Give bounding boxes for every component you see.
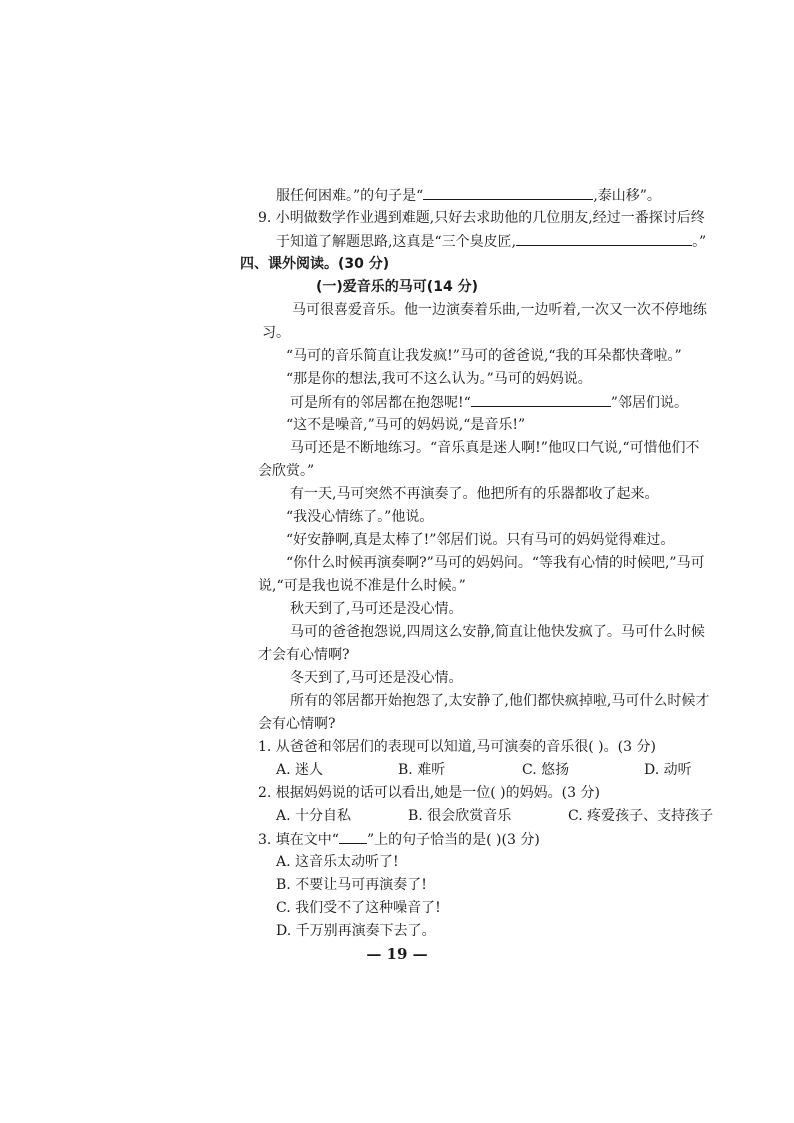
q1-options bbox=[276, 760, 746, 780]
q3-quote-blank bbox=[339, 829, 367, 844]
q9-text-b: 。” bbox=[692, 234, 707, 250]
q3-option-a[interactable]: A. 这音乐太动听了! bbox=[276, 854, 399, 870]
passage-line: 冬天到了,马可还是没心情。 bbox=[290, 670, 463, 686]
q1-stem: 1. 从爸爸和邻居们的表现可以知道,马可演奏的音乐很( )。(3 分) bbox=[258, 739, 656, 755]
q2-options bbox=[276, 806, 746, 826]
passage-line: “好安静啊,真是太棒了!”邻居们说。只有马可的妈妈觉得难过。 bbox=[286, 532, 675, 548]
q1-option-b[interactable]: B. 难听 bbox=[398, 762, 446, 778]
passage-line: 所有的邻居都开始抱怨了,太安静了,他们都快疯掉啦,马可什么时候才 bbox=[290, 693, 710, 709]
q2-option-c[interactable]: C. 疼爱孩子、支持孩子 bbox=[568, 808, 714, 824]
q3-option-b[interactable]: B. 不要让马可再演奏了! bbox=[276, 877, 427, 893]
passage-line: “马可的音乐简直让我发疯!”马可的爸爸说,“我的耳朵都快聋啦。” bbox=[286, 348, 682, 364]
passage-line: 会欣赏。” bbox=[258, 463, 315, 479]
q9-line-2 bbox=[276, 231, 706, 251]
passage-blank-text-a: 可是所有的邻居都在抱怨呢!“ bbox=[290, 395, 471, 411]
passage-line: 习。 bbox=[262, 325, 290, 341]
passage-line: 有一天,马可突然不再演奏了。他把所有的乐器都收了起来。 bbox=[290, 486, 659, 502]
passage-line: “这不是噪音,”马可的妈妈说,“是音乐!” bbox=[286, 417, 526, 433]
passage-line: “我没心情练了。”他说。 bbox=[286, 509, 434, 525]
q9-line-1: 9. 小明做数学作业遇到难题,只好去求助他的几位朋友,经过一番探讨后终 bbox=[258, 210, 705, 226]
q9-text-a: 于知道了解题思路,这真是“三个臭皮匠, bbox=[276, 234, 517, 250]
q8-tail-text-b: ,泰山移”。 bbox=[593, 188, 661, 204]
q1-option-a[interactable]: A. 迷人 bbox=[276, 762, 324, 778]
passage-line: “那是你的想法,我可不这么认为。”马可的妈妈说。 bbox=[286, 371, 592, 387]
passage-blank-text-b: ”邻居们说。 bbox=[610, 395, 688, 411]
q1-option-d[interactable]: D. 动听 bbox=[644, 762, 692, 778]
passage-title: (一)爱音乐的马可(14 分) bbox=[316, 279, 478, 295]
q3-option-c[interactable]: C. 我们受不了这种噪音了! bbox=[276, 900, 441, 916]
page-number: — 19 — bbox=[366, 945, 428, 963]
q3-stem-text-a: 3. 填在文中“ bbox=[258, 832, 339, 848]
q9-answer-blank[interactable] bbox=[516, 231, 692, 246]
q2-option-b[interactable]: B. 很会欣赏音乐 bbox=[408, 808, 512, 824]
passage-answer-blank[interactable] bbox=[471, 392, 611, 407]
passage-line: “你什么时候再演奏啊?”马可的妈妈问。“等我有心情的时候吧,”马可 bbox=[286, 555, 705, 571]
section-heading: 四、课外阅读。(30 分) bbox=[240, 256, 390, 272]
q2-stem: 2. 根据妈妈说的话可以看出,她是一位( )的妈妈。(3 分) bbox=[258, 785, 600, 801]
passage-line: 秋天到了,马可还是没心情。 bbox=[290, 601, 463, 617]
passage-line: 才会有心情啊? bbox=[258, 647, 350, 663]
q3-stem-text-b: ”上的句子恰当的是( )(3 分) bbox=[366, 832, 540, 848]
q8-tail-text-a: 服任何困难。”的句子是“ bbox=[276, 188, 424, 204]
passage-line: 说,“可是我也说不准是什么时候。” bbox=[258, 578, 466, 594]
passage-line: 马可还是不断地练习。“音乐真是迷人啊!”他叹口气说,“可惜他们不 bbox=[290, 440, 700, 456]
q3-option-d[interactable]: D. 千万别再演奏下去了。 bbox=[276, 923, 436, 939]
q2-option-a[interactable]: A. 十分自私 bbox=[276, 808, 352, 824]
passage-line: 会有心情啊? bbox=[258, 716, 336, 732]
q8-tail-line bbox=[276, 185, 661, 205]
passage-blank-line bbox=[290, 392, 688, 412]
passage-line: 马可很喜爱音乐。他一边演奏着乐曲,一边听着,一次又一次不停地练 bbox=[292, 302, 707, 318]
q1-option-c[interactable]: C. 悠扬 bbox=[522, 762, 570, 778]
passage-line: 马可的爸爸抱怨说,四周这么安静,简直让他快发疯了。马可什么时候 bbox=[290, 624, 705, 640]
q3-stem bbox=[258, 829, 540, 849]
q8-answer-blank[interactable] bbox=[423, 185, 593, 200]
